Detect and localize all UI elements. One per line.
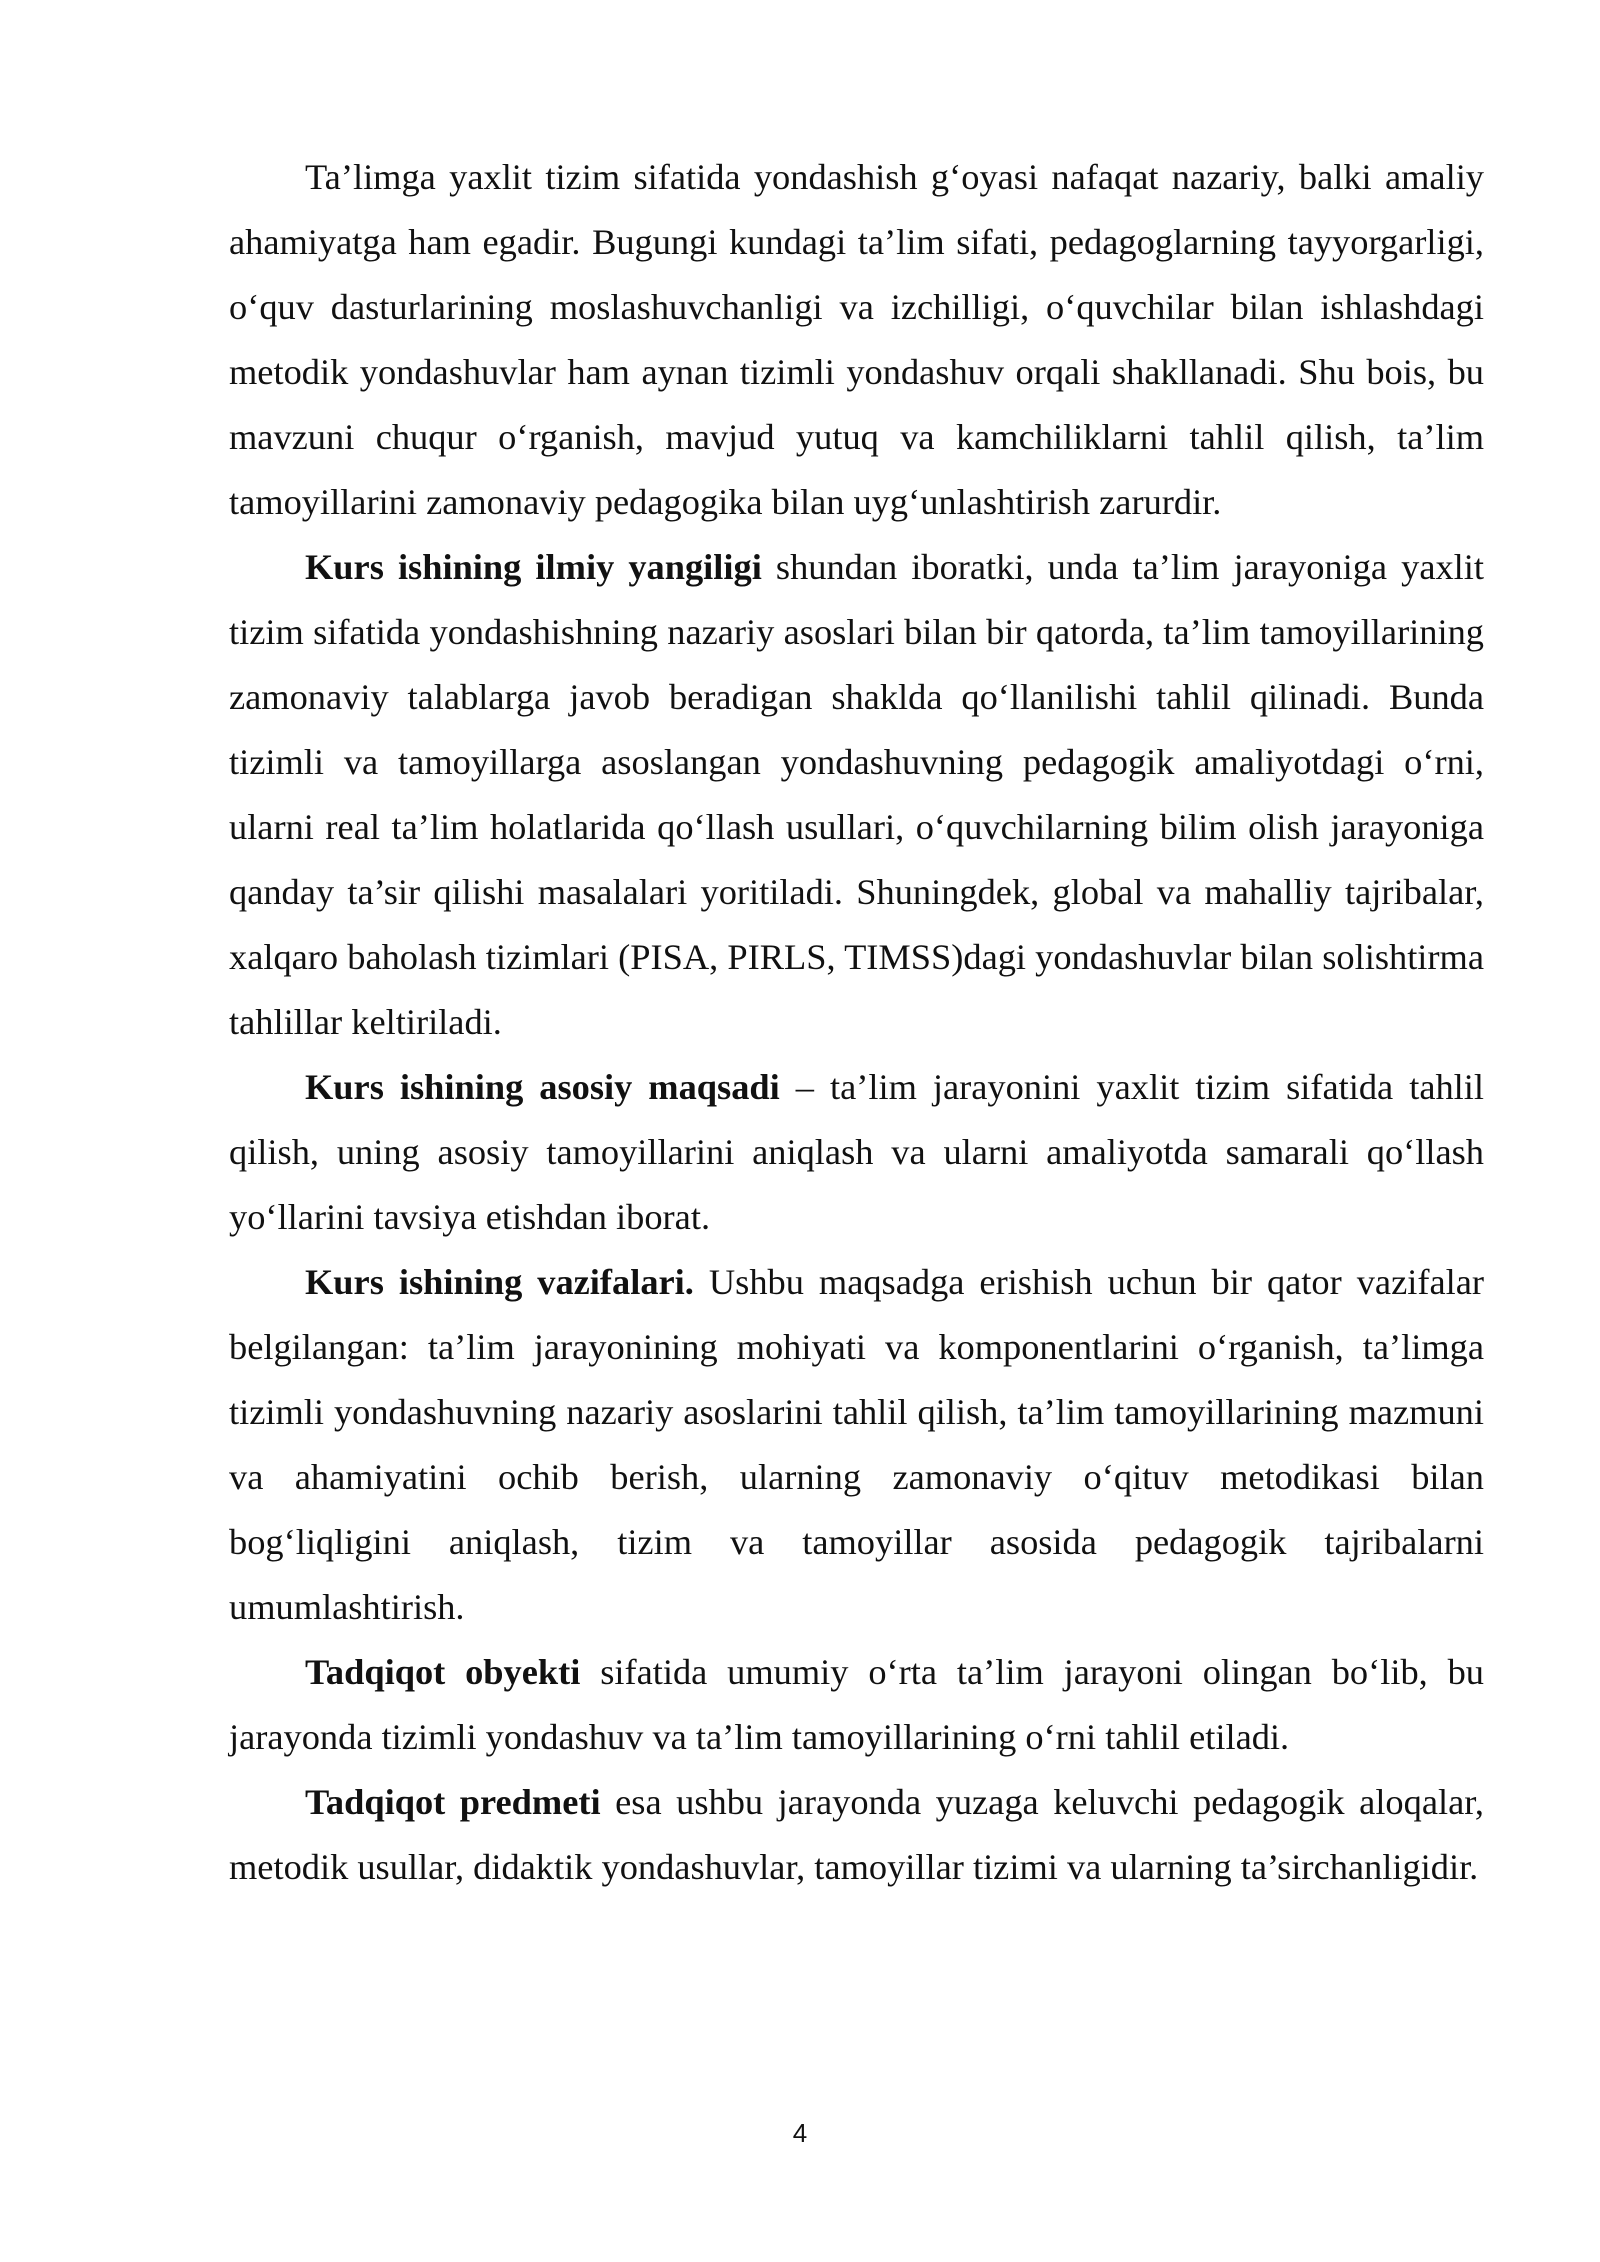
paragraph-lead: Tadqiqot obyekti xyxy=(305,1652,581,1692)
paragraph-lead: Kurs ishining asosiy maqsadi xyxy=(305,1067,780,1107)
paragraph-research-subject xyxy=(229,1770,1484,1900)
paragraph-text: sifatida umumiy o‘rta ta’lim jarayoni olingan bo‘lib, bu jarayonda tizimli yondashuv va ta’lim tamoyillarining o‘rni tahlil etiladi. xyxy=(229,1652,1484,1757)
paragraph-scientific-novelty xyxy=(229,535,1484,1055)
paragraph-text: esa ushbu jarayonda yuzaga keluvchi pedagogik aloqalar, metodik usullar, didaktik yondashuvlar, tamoyillar tizimi va ularning ta’sirchanligidir. xyxy=(229,1782,1484,1887)
paragraph-tasks xyxy=(229,1250,1484,1640)
paragraph-text: shundan iboratki, unda ta’lim jarayoniga yaxlit tizim sifatida yondashishning nazariy asoslari bilan bir qatorda, ta’lim tamoyillarining zamonaviy talablarga javob beradigan shaklda qo‘llanilishi tahlil qilinadi. Bunda tizimli va tamoyillarga asoslangan yondashuvning pedagogik amaliyotdagi o‘rni, ularni real ta’lim holatlarida qo‘llash usullari, o‘quvchilarning bilim olish jarayoniga qanday ta’sir qilishi masalalari yoritiladi. Shuningdek, global va mahalliy tajribalar, xalqaro baholash tizimlari (PISA, PIRLS, TIMSS)dagi yondashuvlar bilan solishtirma tahlillar keltiriladi. xyxy=(229,547,1485,1042)
paragraph-research-object xyxy=(229,1640,1484,1770)
page-body xyxy=(229,145,1484,1900)
paragraph-main-goal xyxy=(229,1055,1484,1250)
page-number: 4 xyxy=(792,2118,808,2148)
paragraph-lead: Kurs ishining vazifalari. xyxy=(305,1262,694,1302)
paragraph-lead: Kurs ishining ilmiy yangiligi xyxy=(305,547,762,587)
paragraph-lead: Tadqiqot predmeti xyxy=(305,1782,601,1822)
paragraph-intro xyxy=(229,145,1484,535)
paragraph-text: Ushbu maqsadga erishish uchun bir qator vazifalar belgilangan: ta’lim jarayonining mohiyati va komponentlarini o‘rganish, ta’limga tizimli yondashuvning nazariy asoslarini tahlil qilish, ta’lim tamoyillarining mazmuni va ahamiyatini ochib berish, ularning zamonaviy o‘qituv metodikasi bilan bog‘liqligini aniqlash, tizim va tamoyillar asosida pedagogik tajribalarni umumlashtirish. xyxy=(229,1262,1484,1627)
paragraph-text: Ta’limga yaxlit tizim sifatida yondashish g‘oyasi nafaqat nazariy, balki amaliy ahamiyatga ham egadir. Bugungi kundagi ta’lim sifati, pedagoglarning tayyorgarligi, o‘quv dasturlarining moslashuvchanligi va izchilligi, o‘quvchilar bilan ishlashdagi metodik yondashuvlar ham aynan tizimli yondashuv orqali shakllanadi. Shu bois, bu mavzuni chuqur o‘rganish, mavjud yutuq va kamchiliklarni tahlil qilish, ta’lim tamoyillarini zamonaviy pedagogika bilan uyg‘unlashtirish zarurdir. xyxy=(229,157,1484,522)
paragraph-text: – ta’lim jarayonini yaxlit tizim sifatida tahlil qilish, uning asosiy tamoyillarini aniqlash va ularni amaliyotda samarali qo‘llash yo‘llarini tavsiya etishdan iborat. xyxy=(229,1067,1485,1237)
